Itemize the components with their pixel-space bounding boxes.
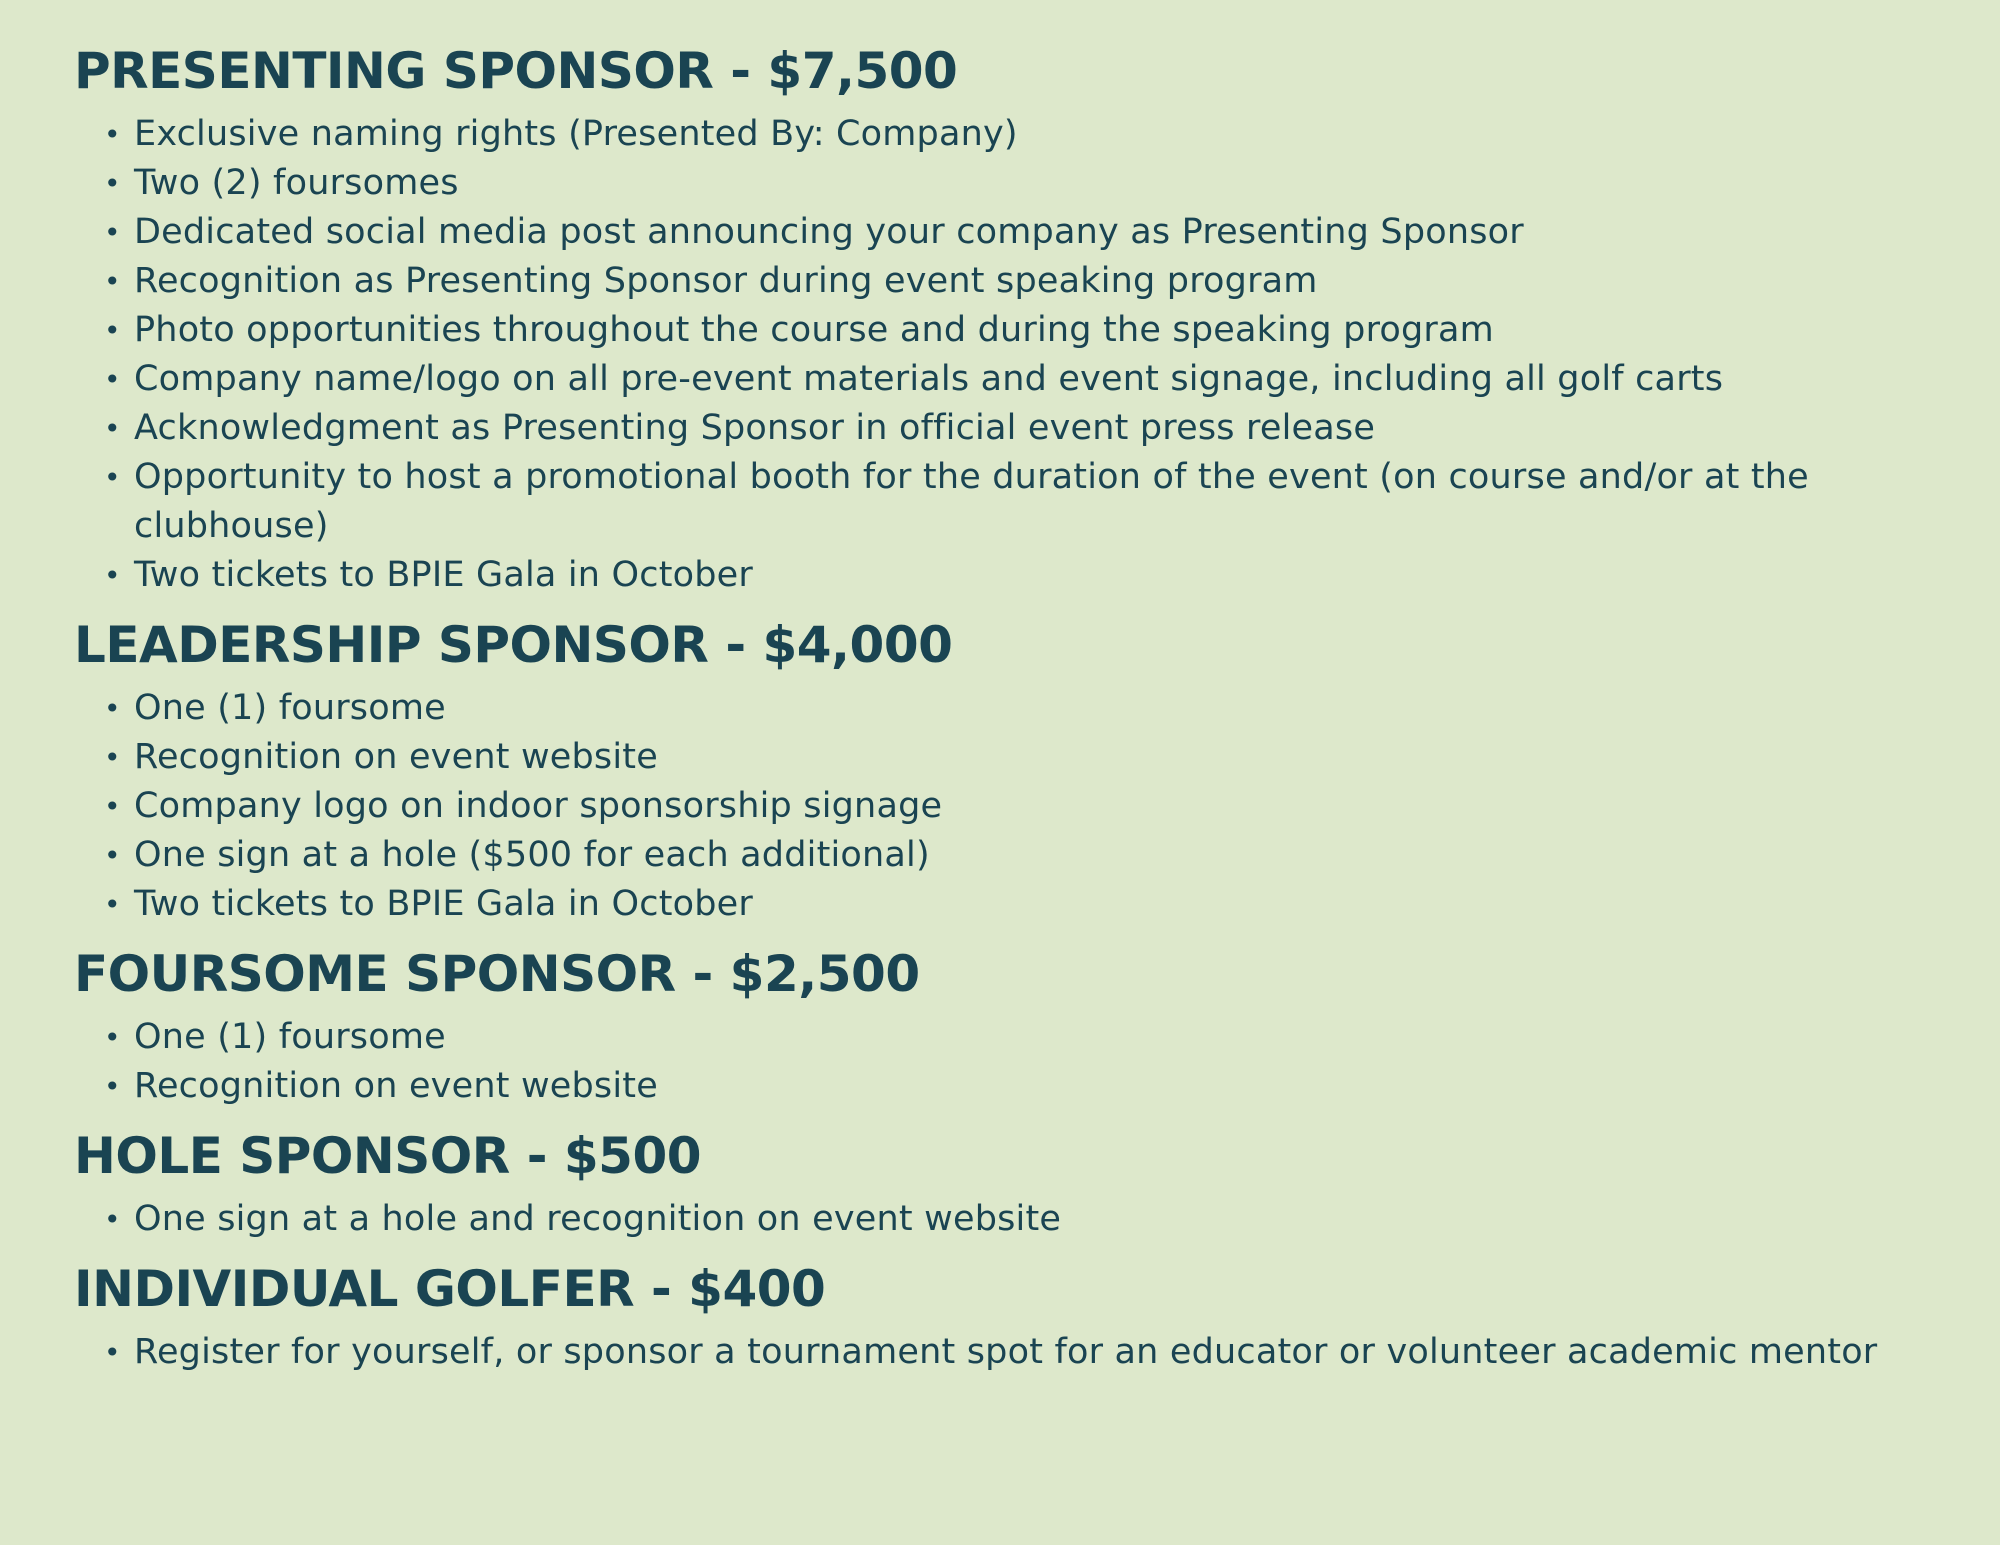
benefit-item	[104, 1013, 1894, 1062]
bullet-icon: •	[104, 559, 121, 592]
bullet-icon: •	[104, 314, 121, 347]
benefit-list	[74, 1328, 1894, 1377]
tier-heading: HOLE SPONSOR - $500	[74, 1127, 702, 1185]
benefit-text: Recognition as Presenting Sponsor during event speaking program	[134, 261, 1318, 301]
benefit-item	[104, 110, 1894, 159]
bullet-icon: •	[104, 1021, 121, 1054]
bullet-icon: •	[104, 363, 121, 396]
benefit-text: Register for yourself, or sponsor a tournament spot for an educator or volunteer academic mentor	[134, 1332, 1878, 1372]
benefit-text: One sign at a hole and recognition on event website	[134, 1199, 1062, 1239]
bullet-icon: •	[104, 888, 121, 921]
benefit-text: Opportunity to host a promotional booth for the duration of the event (on course and/or at the clubhouse)	[134, 457, 1809, 546]
benefit-item	[104, 453, 1894, 551]
benefit-item	[104, 684, 1894, 733]
benefit-item	[104, 831, 1894, 880]
benefit-text: Photo opportunities throughout the course and during the speaking program	[134, 310, 1494, 350]
bullet-icon: •	[104, 118, 121, 151]
bullet-icon: •	[104, 461, 121, 494]
benefit-text: One (1) foursome	[134, 688, 446, 728]
bullet-icon: •	[104, 1203, 121, 1236]
tier-heading: PRESENTING SPONSOR - $7,500	[74, 42, 958, 100]
benefit-text: Dedicated social media post announcing your company as Presenting Sponsor	[134, 212, 1524, 252]
bullet-icon: •	[104, 167, 121, 200]
sponsor-tier	[74, 1258, 1894, 1377]
benefit-text: Company logo on indoor sponsorship signage	[134, 786, 943, 826]
sponsor-tier	[74, 614, 1894, 929]
benefit-item	[104, 733, 1894, 782]
benefit-text: One (1) foursome	[134, 1017, 446, 1057]
benefit-text: Company name/logo on all pre-event materials and event signage, including all golf carts	[134, 359, 1724, 399]
benefit-item	[104, 1062, 1894, 1111]
bullet-icon: •	[104, 839, 121, 872]
benefit-text: Two (2) foursomes	[134, 163, 459, 203]
bullet-icon: •	[104, 412, 121, 445]
benefit-item	[104, 880, 1894, 929]
benefit-text: Recognition on event website	[134, 737, 658, 777]
sponsor-tier	[74, 40, 1894, 600]
tier-heading: INDIVIDUAL GOLFER - $400	[74, 1260, 826, 1318]
sponsor-tier	[74, 1125, 1894, 1244]
tier-heading: LEADERSHIP SPONSOR - $4,000	[74, 616, 953, 674]
bullet-icon: •	[104, 1336, 121, 1369]
benefit-item	[104, 159, 1894, 208]
benefit-text: Exclusive naming rights (Presented By: Company)	[134, 114, 1018, 154]
benefit-item	[104, 551, 1894, 600]
benefit-text: Two tickets to BPIE Gala in October	[134, 555, 753, 595]
bullet-icon: •	[104, 265, 121, 298]
benefit-item	[104, 404, 1894, 453]
benefit-item	[104, 1328, 1894, 1377]
benefit-text: Recognition on event website	[134, 1066, 658, 1106]
benefit-list	[74, 110, 1894, 600]
benefit-text: One sign at a hole ($500 for each additional)	[134, 835, 930, 875]
sponsorship-levels	[74, 40, 1894, 1391]
bullet-icon: •	[104, 741, 121, 774]
benefit-item	[104, 782, 1894, 831]
bullet-icon: •	[104, 1070, 121, 1103]
benefit-item	[104, 1195, 1894, 1244]
benefit-list	[74, 684, 1894, 929]
tier-heading: FOURSOME SPONSOR - $2,500	[74, 945, 920, 1003]
benefit-item	[104, 208, 1894, 257]
bullet-icon: •	[104, 790, 121, 823]
bullet-icon: •	[104, 216, 121, 249]
benefit-list	[74, 1195, 1894, 1244]
bullet-icon: •	[104, 692, 121, 725]
sponsor-tier	[74, 943, 1894, 1111]
benefit-item	[104, 306, 1894, 355]
benefit-text: Two tickets to BPIE Gala in October	[134, 884, 753, 924]
benefit-text: Acknowledgment as Presenting Sponsor in official event press release	[134, 408, 1376, 448]
benefit-item	[104, 257, 1894, 306]
benefit-list	[74, 1013, 1894, 1111]
benefit-item	[104, 355, 1894, 404]
